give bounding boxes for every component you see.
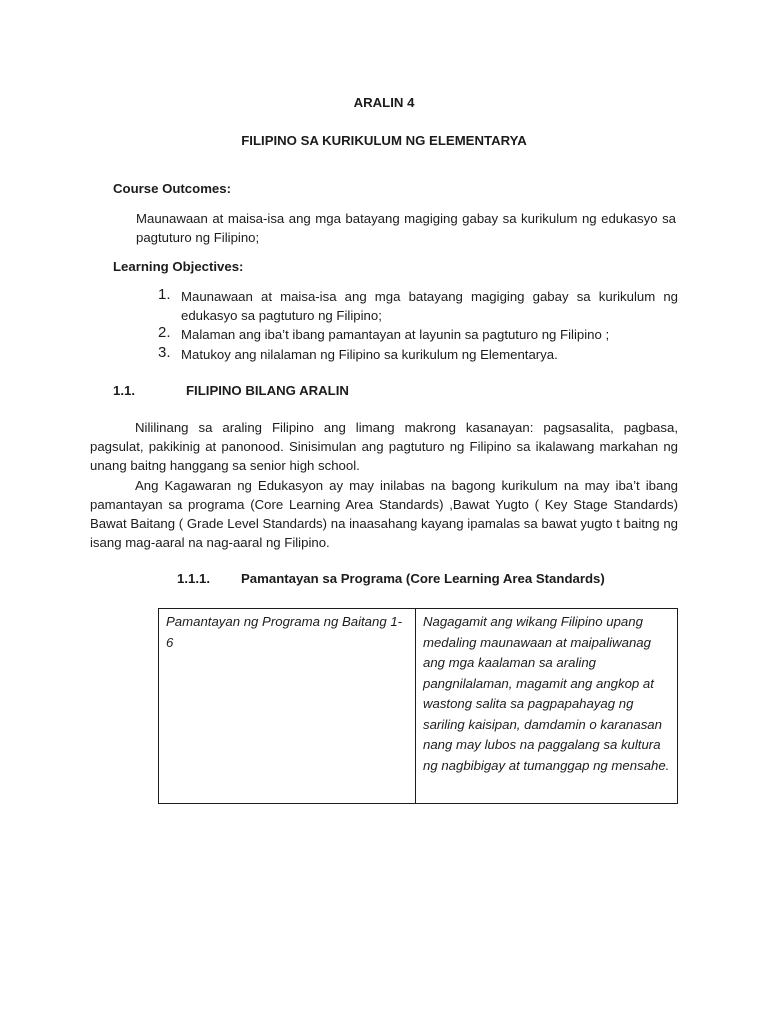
- table-cell: Pamantayan ng Programa ng Baitang 1-6: [159, 609, 416, 804]
- objective-text: Malaman ang iba’t ibang pamantayan at layunin sa pagtuturo ng Filipino ;: [181, 327, 610, 342]
- section-number: 1.1.: [113, 383, 135, 398]
- objective-number: 1.: [158, 286, 171, 303]
- learning-objectives-heading: Learning Objectives:: [113, 259, 244, 274]
- table-row: [159, 609, 678, 804]
- course-outcomes-text: Maunawaan at maisa-isa ang mga batayang magiging gabay sa kurikulum ng edukasyo sa pagtuturo ng Filipino;: [136, 211, 676, 245]
- section-paragraph: Nililinang sa araling Filipino ang limang makrong kasanayan: pagsasalita, pagbasa, pagsulat, pakikinig at panonood. Sinisimulan ang pagtuturo ng Filipino sa ikalawang markahan ng unang baitng hanggang sa senior high school.: [90, 420, 678, 473]
- objective-number: 3.: [158, 344, 171, 361]
- subsection-number: 1.1.1.: [177, 571, 210, 586]
- objective-number: 2.: [158, 324, 171, 341]
- table-cell: Nagagamit ang wikang Filipino upang medaling maunawaan at maipaliwanag ang mga kaalaman sa araling pangnilalaman, magamit ang angkop at wastong salita sa pagpapahayag ng sariling kaisipan, damdamin o karanasan nang may lubos na paggalang sa kultura ng nagbibigay at tumanggap ng mensahe.: [415, 609, 677, 804]
- section-heading: FILIPINO BILANG ARALIN: [186, 383, 349, 398]
- objective-text: Maunawaan at maisa-isa ang mga batayang magiging gabay sa kurikulum ng edukasyo sa pagtuturo ng Filipino;: [181, 289, 678, 323]
- standards-table: [158, 608, 678, 804]
- section-paragraph: Ang Kagawaran ng Edukasyon ay may inilabas na bagong kurikulum na may iba’t ibang pamantayan sa programa (Core Learning Area Standards) ,Bawat Yugto ( Key Stage Standards) Bawat Baitang ( Grade Level Standards) na inaasahang kayang ipamalas sa bawat yugto t baitng ng isang mag-aaral na nag-aaral ng Filipino.: [90, 478, 678, 550]
- subsection-heading: Pamantayan sa Programa (Core Learning Area Standards): [241, 571, 605, 586]
- lesson-number: ARALIN 4: [353, 95, 415, 110]
- course-outcomes-heading: Course Outcomes:: [113, 181, 231, 196]
- objective-text: Matukoy ang nilalaman ng Filipino sa kurikulum ng Elementarya.: [181, 347, 558, 362]
- document-title: FILIPINO SA KURIKULUM NG ELEMENTARYA: [241, 133, 527, 148]
